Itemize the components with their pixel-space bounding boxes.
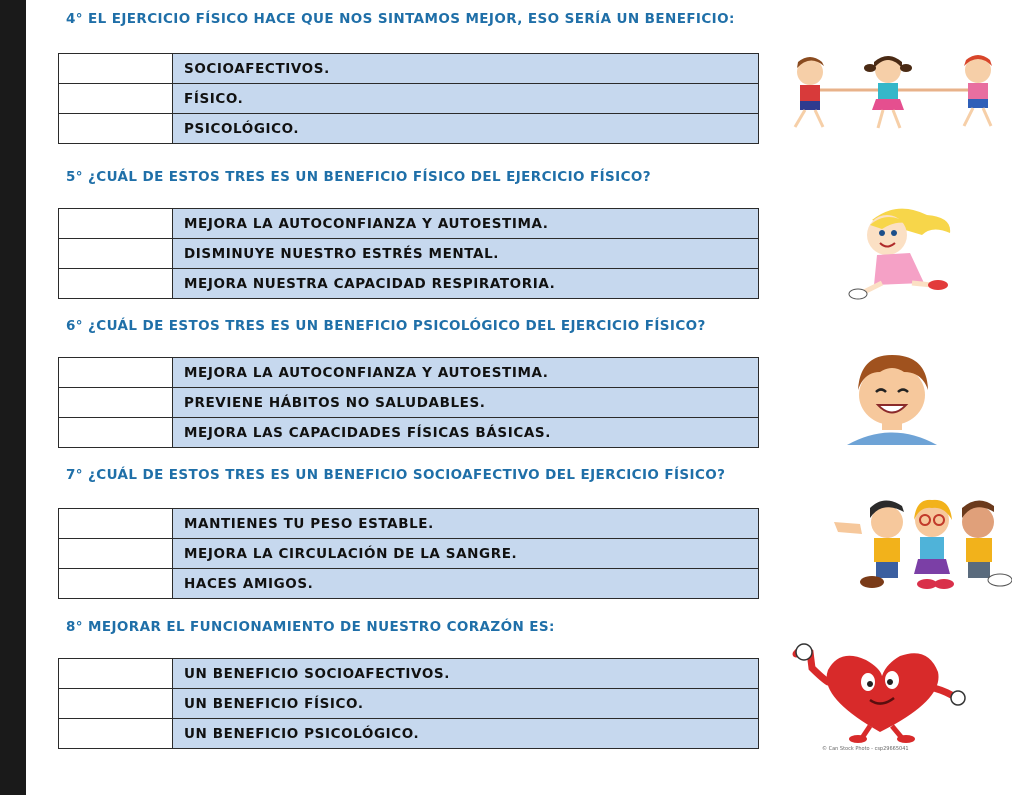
option-row — [59, 659, 759, 689]
option-row — [59, 114, 759, 144]
answer-checkbox[interactable] — [59, 689, 173, 719]
option-row — [59, 388, 759, 418]
option-label: DISMINUYE NUESTRO ESTRÉS MENTAL. — [173, 239, 759, 269]
answer-checkbox[interactable] — [59, 659, 173, 689]
option-label: FÍSICO. — [173, 84, 759, 114]
answer-checkbox[interactable] — [59, 239, 173, 269]
option-row — [59, 209, 759, 239]
option-label: HACES AMIGOS. — [173, 569, 759, 599]
option-label: MEJORA NUESTRA CAPACIDAD RESPIRATORIA. — [173, 269, 759, 299]
option-label: MEJORA LA AUTOCONFIANZA Y AUTOESTIMA. — [173, 358, 759, 388]
question-5-options — [58, 208, 759, 299]
answer-checkbox[interactable] — [59, 54, 173, 84]
option-row — [59, 269, 759, 299]
group-of-friends-icon — [832, 494, 1012, 594]
option-label: UN BENEFICIO PSICOLÓGICO. — [173, 719, 759, 749]
option-row — [59, 689, 759, 719]
option-label: PREVIENE HÁBITOS NO SALUDABLES. — [173, 388, 759, 418]
answer-checkbox[interactable] — [59, 114, 173, 144]
running-girl-icon — [832, 205, 962, 300]
strong-heart-icon — [788, 642, 973, 744]
option-label: PSICOLÓGICO. — [173, 114, 759, 144]
option-row — [59, 719, 759, 749]
answer-checkbox[interactable] — [59, 84, 173, 114]
option-label: MEJORA LAS CAPACIDADES FÍSICAS BÁSICAS. — [173, 418, 759, 448]
option-row — [59, 358, 759, 388]
option-row — [59, 239, 759, 269]
question-7-options — [58, 508, 759, 599]
answer-checkbox[interactable] — [59, 388, 173, 418]
answer-checkbox[interactable] — [59, 569, 173, 599]
option-label: SOCIOAFECTIVOS. — [173, 54, 759, 84]
option-label: MANTIENES TU PESO ESTABLE. — [173, 509, 759, 539]
option-row — [59, 84, 759, 114]
option-row — [59, 54, 759, 84]
question-5-title: 5° ¿CUÁL DE ESTOS TRES ES UN BENEFICIO FÍSICO DEL EJERCICIO FÍSICO? — [66, 169, 652, 185]
answer-checkbox[interactable] — [59, 539, 173, 569]
question-7-title: 7° ¿CUÁL DE ESTOS TRES ES UN BENEFICIO SOCIOAFECTIVO DEL EJERCICIO FÍSICO? — [66, 467, 726, 483]
smiling-boy-icon — [842, 350, 942, 445]
question-8-options — [58, 658, 759, 749]
option-label: MEJORA LA CIRCULACIÓN DE LA SANGRE. — [173, 539, 759, 569]
option-label: MEJORA LA AUTOCONFIANZA Y AUTOESTIMA. — [173, 209, 759, 239]
answer-checkbox[interactable] — [59, 269, 173, 299]
option-row — [59, 539, 759, 569]
option-row — [59, 569, 759, 599]
answer-checkbox[interactable] — [59, 719, 173, 749]
answer-checkbox[interactable] — [59, 509, 173, 539]
question-8-title: 8° MEJORAR EL FUNCIONAMIENTO DE NUESTRO CORAZÓN ES: — [66, 619, 555, 635]
question-4-options — [58, 53, 759, 144]
left-edge-bar — [0, 0, 26, 795]
answer-checkbox[interactable] — [59, 209, 173, 239]
answer-checkbox[interactable] — [59, 358, 173, 388]
question-4-title: 4° EL EJERCICIO FÍSICO HACE QUE NOS SINTAMOS MEJOR, ESO SERÍA UN BENEFICIO: — [66, 11, 735, 27]
option-label: UN BENEFICIO FÍSICO. — [173, 689, 759, 719]
answer-checkbox[interactable] — [59, 418, 173, 448]
question-6-title: 6° ¿CUÁL DE ESTOS TRES ES UN BENEFICIO PSICOLÓGICO DEL EJERCICIO FÍSICO? — [66, 318, 706, 334]
option-label: UN BENEFICIO SOCIOAFECTIVOS. — [173, 659, 759, 689]
children-holding-hands-icon — [778, 52, 1012, 134]
option-row — [59, 509, 759, 539]
image-caption: © Can Stock Photo - csp29665041 — [822, 746, 909, 752]
question-6-options — [58, 357, 759, 448]
option-row — [59, 418, 759, 448]
